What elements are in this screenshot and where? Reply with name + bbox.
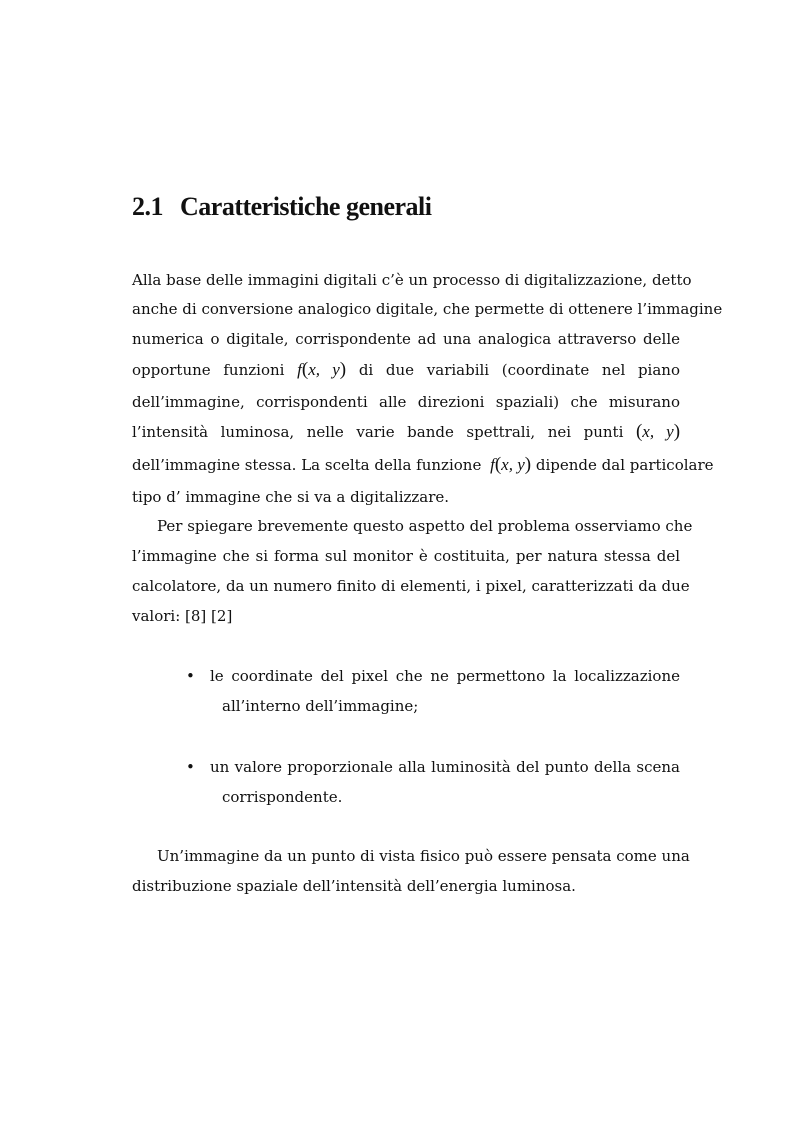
paragraph1-line6 (132, 422, 680, 442)
paragraph1-line8: tipo d’ immagine che si va a digitalizzare. (132, 488, 450, 506)
paragraph1-line7-text-b: dipende dal particolare (535, 456, 714, 474)
paragraph1-line4-text-a: opportune funzioni (132, 361, 285, 379)
section-number: 2.1 (132, 192, 163, 221)
paragraph1-line4 (132, 360, 680, 380)
math-function-f-xy (490, 455, 531, 474)
math-open-paren: ( (301, 359, 309, 380)
math-function-f-xy (297, 360, 346, 379)
math-close-paren: ) (524, 454, 532, 475)
paragraph1-line7-text-a: dell’immagine stessa. La scelta della funzione (132, 456, 482, 474)
math-args: x, y (308, 360, 340, 379)
bullet-1-line1: le coordinate del pixel che ne permettono la localizzazione (210, 667, 680, 685)
paragraph1-line3: numerica o digitale, corrispondente ad una analogica attraverso delle (132, 330, 680, 348)
math-f: f (297, 360, 302, 379)
bullet-2-line2: corrispondente. (222, 788, 343, 806)
paragraph1-line2: anche di conversione analogico digitale, che permette di ottenere l’immagine (132, 300, 723, 318)
paragraph1-line1: Alla base delle immagini digitali c’è un processo di digitalizzazione, detto (132, 271, 692, 289)
paragraph1-line4-text-b: di due variabili (coordinate nel piano (358, 361, 680, 379)
paragraph3-line1: Un’immagine da un punto di vista fisico può essere pensata come una (157, 847, 690, 865)
paragraph3-line2: distribuzione spaziale dell’intensità dell’energia luminosa. (132, 877, 576, 895)
bullet-1-line2: all’interno dell’immagine; (222, 697, 419, 715)
paragraph2-line4: valori: [8] [2] (132, 607, 233, 625)
math-close-paren: ) (339, 359, 347, 380)
math-args: x, y (642, 422, 674, 441)
math-open-paren: ( (635, 421, 643, 442)
section-title: Caratteristiche generali (180, 192, 432, 221)
bullet-marker: • (186, 758, 195, 776)
section-heading (132, 192, 692, 222)
paragraph2-line2: l’immagine che si forma sul monitor è costituita, per natura stessa del (132, 547, 680, 565)
paragraph2-line3: calcolatore, da un numero finito di elementi, i pixel, caratterizzati da due (132, 577, 690, 595)
paragraph1-line7 (132, 454, 714, 475)
math-f: f (490, 455, 495, 474)
math-args: x, y (501, 455, 525, 474)
math-close-paren: ) (673, 421, 681, 442)
paragraph1-line5: dell’immagine, corrispondenti alle direzioni spaziali) che misurano (132, 393, 680, 411)
bullet-2-line1: un valore proporzionale alla luminosità del punto della scena (210, 758, 680, 776)
math-point-xy (636, 422, 680, 441)
paragraph2-line1: Per spiegare brevemente questo aspetto del problema osserviamo che (157, 517, 693, 535)
math-open-paren: ( (494, 454, 502, 475)
bullet-marker: • (186, 667, 195, 685)
paragraph1-line6-text: l’intensità luminosa, nelle varie bande spettrali, nei punti (132, 423, 624, 441)
